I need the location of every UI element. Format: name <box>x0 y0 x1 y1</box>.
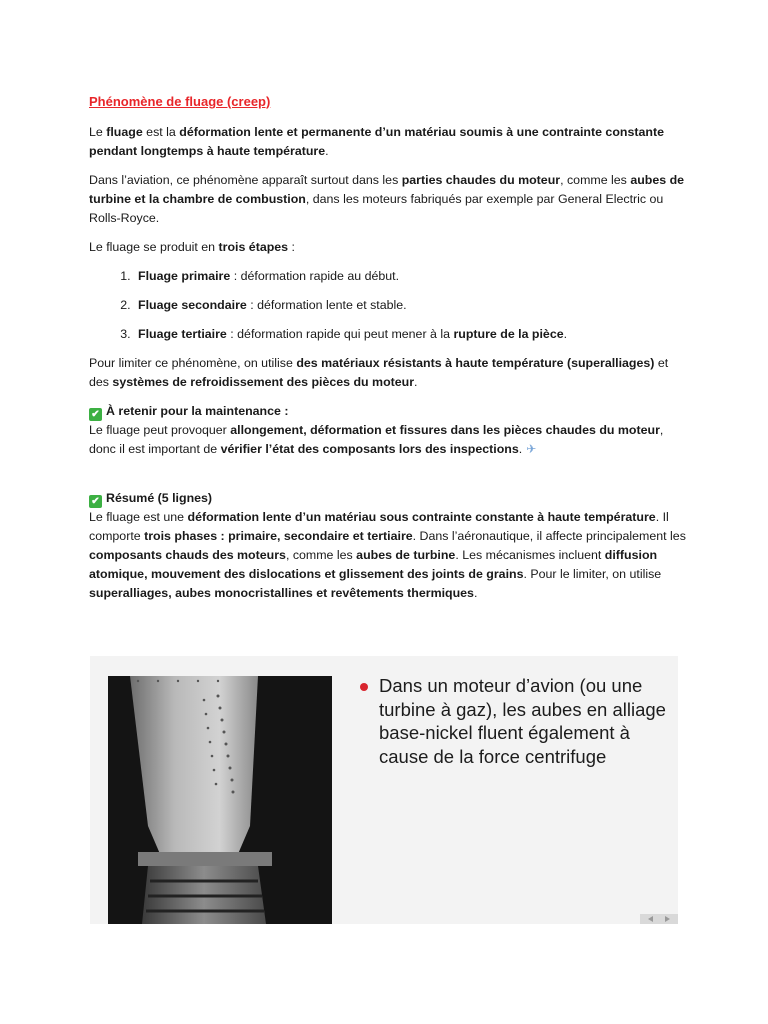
paragraph-definition: Le fluage est la déformation lente et permanente d’un matériau soumis à une contrainte constante pendant longtemps à haute température. <box>89 125 664 158</box>
checkmark-icon: ✔ <box>89 495 102 508</box>
list-item: 1. Fluage primaire : déformation rapide au début. <box>134 267 689 286</box>
summary-note: ✔ Résumé (5 lignes) Le fluage est une déformation lente d’un matériau sous contrainte constante à haute température. Il comporte trois phases : primaire, secondaire et tertiaire. Dans l’aéronautique, il affecte principalement les composants chauds des moteurs, comme les aubes de turbine. Les mécanismes incluent diffusion atomique, mouvement des dislocations et glissement des joints de grains. Pour le limiter, on utilise superalliages, aubes monocristallines et revêtements thermiques. <box>89 491 686 600</box>
slide-bullet <box>360 674 670 768</box>
turbine-blade-photo <box>108 676 332 924</box>
slide-bullet-text: Dans un moteur d’avion (ou une turbine à gaz), les aubes en alliage base-nickel fluent également à cause de la force centrifuge <box>379 675 666 767</box>
slide-nav-icons <box>640 914 678 924</box>
document-body <box>89 92 689 613</box>
paragraph-limit: Pour limiter ce phénomène, on utilise des matériaux résistants à haute température (superalliages) et des systèmes de refroidissement des pièces du moteur. <box>89 356 669 389</box>
list-item: 3. Fluage tertiaire : déformation rapide qui peut mener à la rupture de la pièce. <box>134 325 689 344</box>
checkmark-icon: ✔ <box>89 408 102 421</box>
list-item: 2. Fluage secondaire : déformation lente et stable. <box>134 296 689 315</box>
bullet-dot-icon <box>360 683 368 691</box>
summary-heading: Résumé (5 lignes) <box>106 491 213 505</box>
maintenance-note: ✔ À retenir pour la maintenance : Le fluage peut provoquer allongement, déformation et fissures dans les pièces chaudes du moteur, donc il est important de vérifier l’état des composants lors des inspections. ✈ <box>89 404 664 456</box>
page-title: Phénomène de fluage (creep) <box>89 94 271 109</box>
turbine-blade-illustration <box>108 676 332 924</box>
airplane-icon: ✈ <box>526 442 537 456</box>
paragraph-stages-intro: Le fluage se produit en trois étapes : <box>89 240 295 254</box>
slide-nav-arrows-icon <box>644 914 674 924</box>
paragraph-aviation: Dans l’aviation, ce phénomène apparaît surtout dans les parties chaudes du moteur, comme les aubes de turbine et la chambre de combustion, dans les moteurs fabriqués par exemple par General Electric ou Rolls-Royce. <box>89 173 685 225</box>
maintenance-heading: À retenir pour la maintenance : <box>106 404 289 418</box>
embedded-slide-image <box>90 656 678 924</box>
stages-list <box>89 267 689 344</box>
